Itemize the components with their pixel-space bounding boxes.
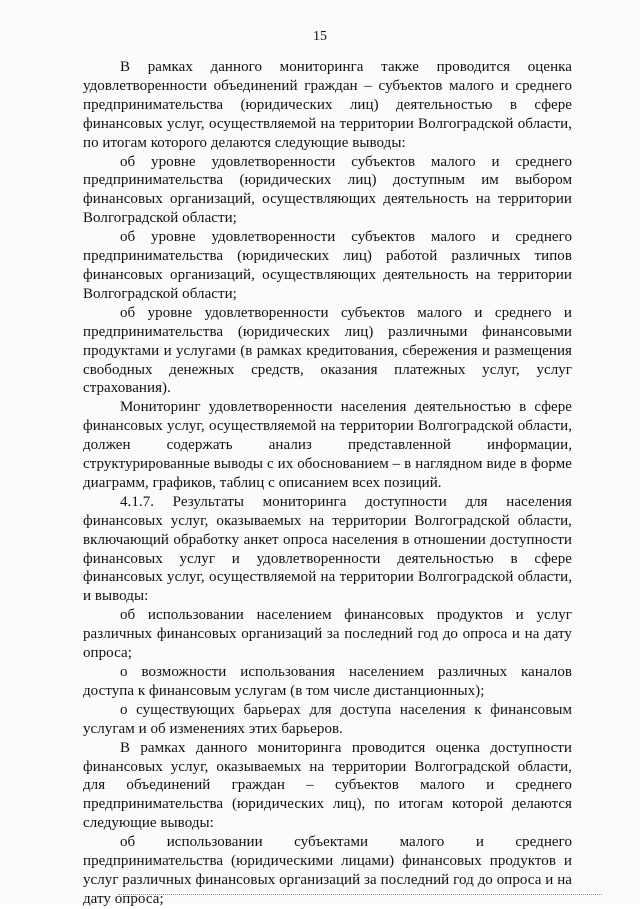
paragraph-conclusion-products: об уровне удовлетворенности субъектов малого и среднего и предпринимательства (юридических лиц) различными финансовыми продуктами и услугами (в рамках кредитования, сбережения и размещения свободных денежных средств, оказания платежных услуг, услуг страхования). [83,304,572,397]
paragraph-usage: об использовании населением финансовых продуктов и услуг различных финансовых организаций за последний год до опроса и на дату опроса; [83,607,572,662]
paragraph-monitoring-intro: В рамках данного мониторинга также проводится оценка удовлетворенности объединений граждан – субъектов малого и среднего предпринимательства (юридических лиц) деятельностью в сфере финансовых услуг, осуществляемой на территории Волгоградской области, по итогам которого делаются следующие выводы: [83,59,572,151]
paragraph-barriers: о существующих барьерах для доступа населения к финансовым услугам и об изменениях этих барьеров. [83,701,572,737]
page-number: 15 [313,29,327,44]
paragraph-sme-usage: об использовании субъектами малого и среднего предпринимательства (юридическими лицами) финансовых продуктов и услуг различных финансовых организаций за последний год до опроса и на дату опроса; [83,834,572,907]
document-body [83,58,572,909]
page-bottom-divider [118,894,602,895]
paragraph-access-channels: о возможности использования населением различных каналов доступа к финансовым услугам (в том числе дистанционных); [83,664,572,699]
paragraph-conclusion-work: об уровне удовлетворенности субъектов малого и среднего предпринимательства (юридических лиц) работой различных типов финансовых организаций, осуществляющих деятельность на территории Волгоградской области; [83,229,572,302]
paragraph-monitoring-content: Мониторинг удовлетворенности населения деятельностью в сфере финансовых услуг, осуществляемой на территории Волгоградской области, должен содержать анализ представленной информации, структурированные выводы с их обоснованием – в наглядном виде в форме диаграмм, графиков, таблиц с описанием всех позиций. [83,399,572,491]
paragraph-section-4-1-7: 4.1.7. Результаты мониторинга доступности для населения финансовых услуг, оказываемых на территории Волгоградской области, включающий обработку анкет опроса населения в отношении доступности финансовых услуг и удовлетворенности деятельностью в сфере финансовых услуг, осуществляемой на территории Волгоградской области, и выводы: [83,493,572,605]
paragraph-conclusion-choice: об уровне удовлетворенности субъектов малого и среднего предпринимательства (юридических лиц) доступным им выбором финансовых организаций, осуществляющих деятельность на территории Волгоградской области; [83,153,572,227]
paragraph-sme-assessment: В рамках данного мониторинга проводится оценка доступности финансовых услуг, оказываемых на территории Волгоградской области, для объединений граждан – субъектов малого и среднего предпринимательства (юридических лиц), по итогам которой делаются следующие выводы: [83,739,572,832]
